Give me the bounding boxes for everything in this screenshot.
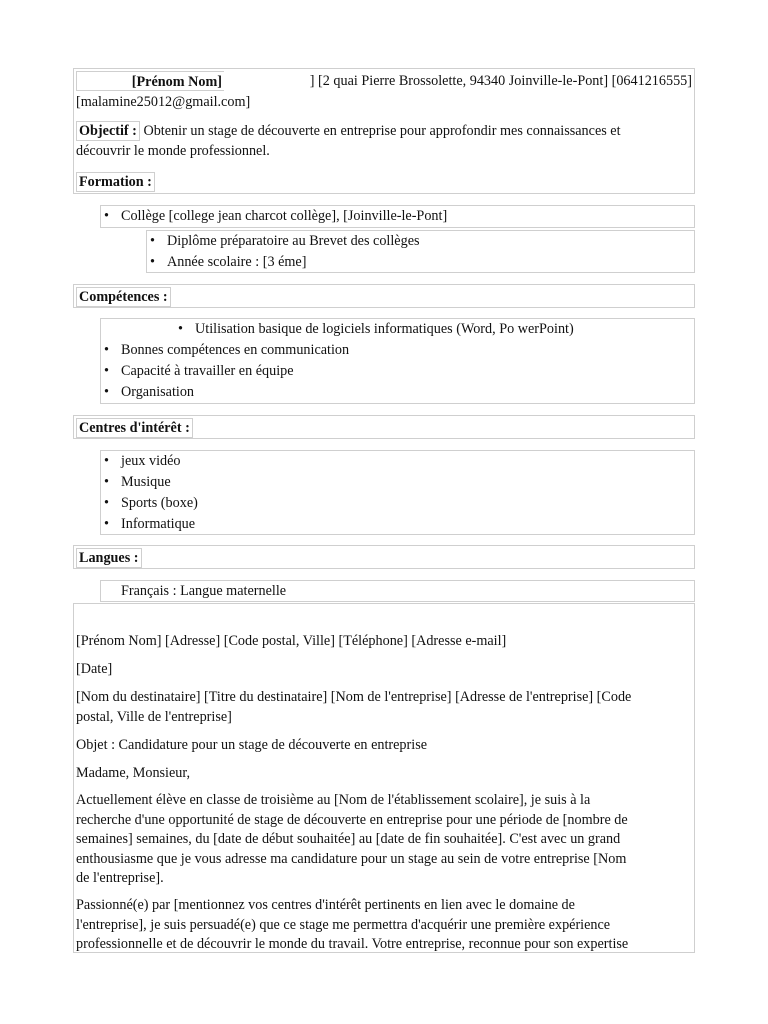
paragraph-line: de l'entreprise]. (76, 870, 164, 886)
list-item: • Organisation (101, 382, 691, 403)
formation-label-row (76, 172, 155, 192)
langue-item: Français : Langue maternelle (121, 583, 287, 599)
paragraph-line: Actuellement élève en classe de troisième au [Nom de l'établissement scolaire], je suis à la (76, 792, 591, 808)
interets-label: Centres d'intérêt : (76, 418, 193, 438)
contact-line (76, 71, 692, 91)
competences-list-box (100, 318, 695, 404)
paragraph-line: enthousiasme que je vous adresse ma candidature pour un stage au sein de votre entreprise [Nom (76, 850, 627, 867)
address-phone-line: ] [2 quai Pierre Brossolette, 94340 Joinville-le-Pont] [0641216555] (309, 73, 692, 89)
list-item: • Année scolaire : [3 éme] (147, 252, 420, 273)
competences-label: Compétences : (76, 287, 171, 307)
formation-details-list (147, 231, 420, 273)
langues-label-box (73, 545, 695, 569)
interets-label-box (73, 415, 695, 439)
letter-salutation: Madame, Monsieur, (76, 765, 191, 781)
formation-school-box (100, 205, 695, 228)
letter-date: [Date] (76, 661, 113, 677)
name-field: [Prénom Nom] (76, 71, 224, 91)
competences-label-box (73, 284, 695, 308)
list-item: • Sports (boxe) (101, 493, 198, 514)
langues-label: Langues : (76, 548, 142, 568)
interets-list-box (100, 450, 695, 535)
formation-school-list (101, 206, 447, 227)
recipient-line-1: [Nom du destinataire] [Titre du destinataire] [Nom de l'entreprise] [Adresse de l'entreprise] [Code (76, 689, 632, 705)
email-line: [malamine25012@gmail.com] (76, 94, 251, 110)
letter-recipient (76, 688, 631, 727)
cv-header-block (73, 68, 695, 194)
interets-list (101, 451, 198, 535)
formation-label: Formation : (76, 172, 155, 192)
competences-list (101, 319, 691, 403)
paragraph-line: professionnelle et de découvrir le monde du travail. Votre entreprise, reconnue pour son expertise (76, 936, 629, 952)
letter-paragraph-1 (76, 791, 628, 889)
formation-details-box (146, 230, 695, 273)
list-item: • Diplôme préparatoire au Brevet des collèges (147, 231, 420, 252)
recipient-line-2: postal, Ville de l'entreprise] (76, 708, 232, 725)
objectif-label: Objectif : (76, 121, 140, 141)
paragraph-line: recherche d'une opportunité de stage de découverte en entreprise pour une période de [nombre de (76, 811, 628, 828)
objectif-section (76, 121, 692, 161)
list-item: • Capacité à travailler en équipe (101, 361, 691, 382)
letter-objet: Objet : Candidature pour un stage de découverte en entreprise (76, 737, 428, 753)
paragraph-line: l'entreprise], je suis persuadé(e) que ce stage me permettra d'acquérir une première expérience (76, 916, 611, 933)
list-item: • Informatique (101, 514, 198, 535)
objectif-text-line2: découvrir le monde professionnel. (76, 143, 270, 159)
paragraph-line: Passionné(e) par [mentionnez vos centres d'intérêt pertinents en lien avec le domaine de (76, 897, 575, 913)
list-item: • Bonnes compétences en communication (101, 340, 691, 361)
list-item: • Musique (101, 472, 198, 493)
letter-sender: [Prénom Nom] [Adresse] [Code postal, Ville] [Téléphone] [Adresse e-mail] (76, 633, 507, 649)
paragraph-line: semaines] semaines, du [date de début souhaitée] au [date de fin souhaitée]. C'est avec un grand (76, 831, 621, 847)
cover-letter-box (73, 603, 695, 953)
objectif-text-line1: Obtenir un stage de découverte en entreprise pour approfondir mes connaissances et (143, 123, 621, 139)
langues-item-box (100, 580, 695, 602)
letter-paragraph-2 (76, 896, 628, 953)
list-item: • Utilisation basique de logiciels informatiques (Word, Po werPoint) (175, 319, 691, 340)
list-item: • Collège [college jean charcot collège], [Joinville-le-Pont] (101, 206, 447, 227)
list-item: • jeux vidéo (101, 451, 198, 472)
